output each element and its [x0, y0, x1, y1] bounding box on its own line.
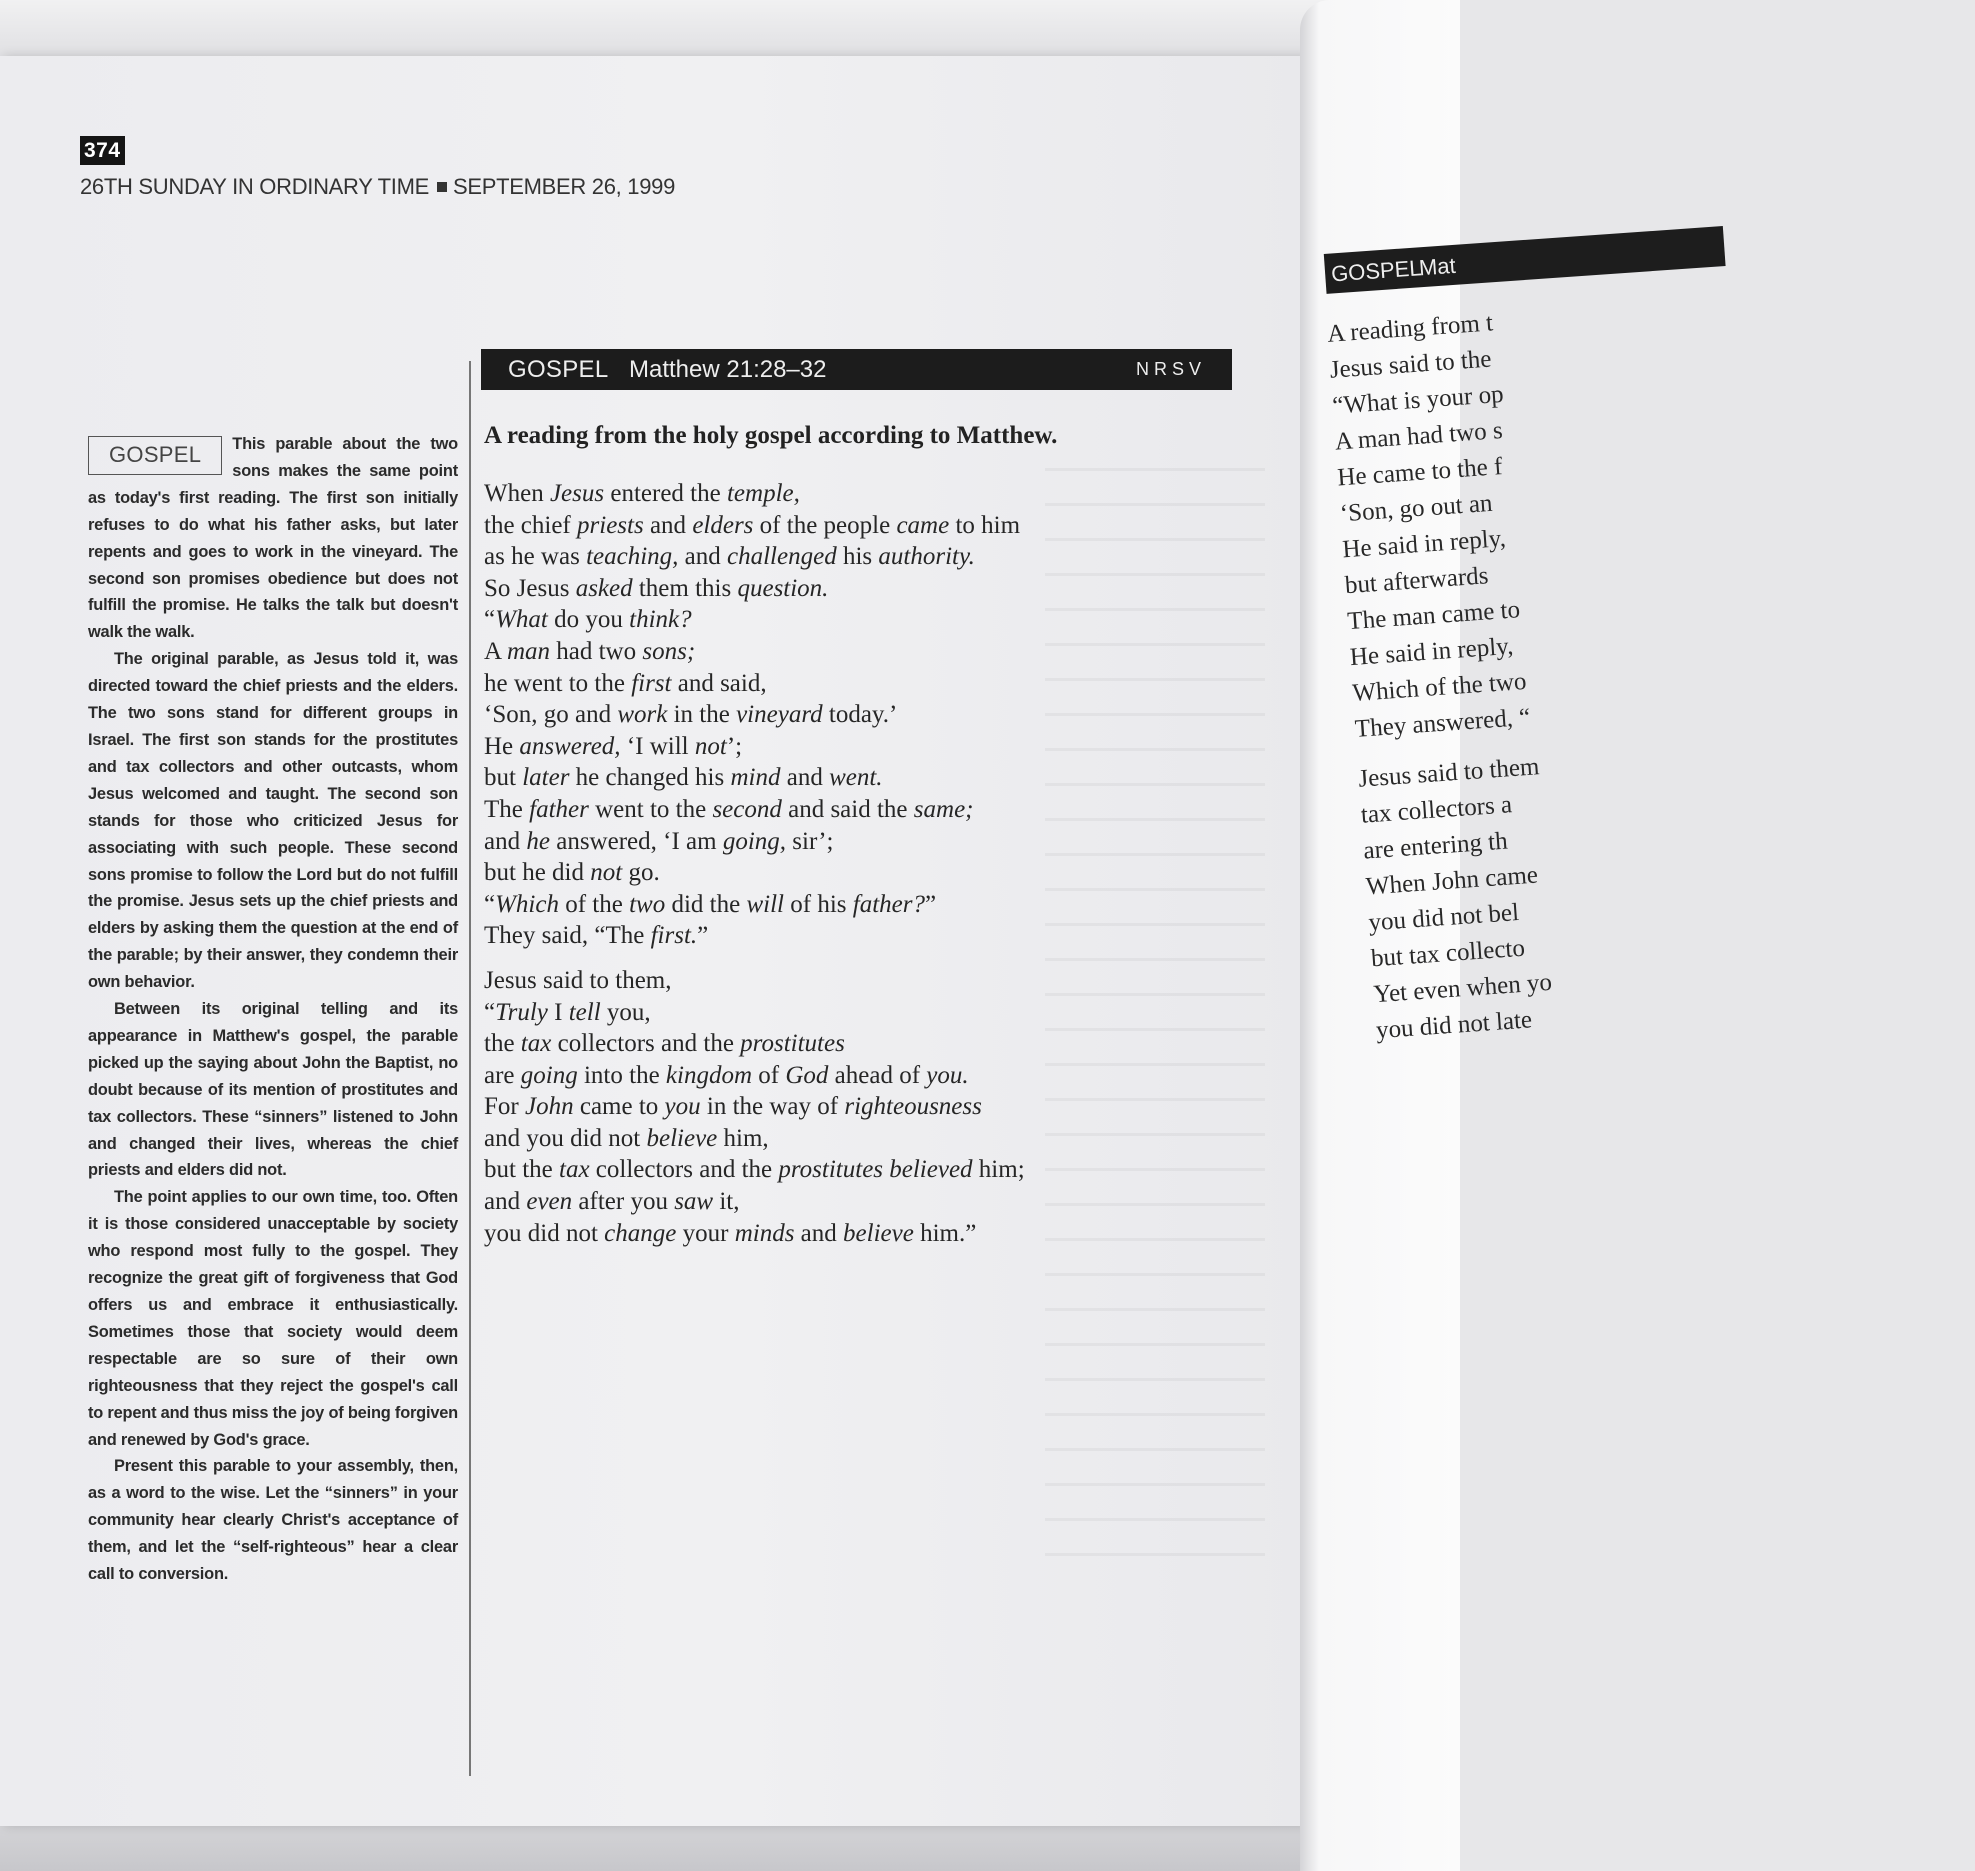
- commentary-paragraph: Between its original telling and its appearance in Matthew's gospel, the parable picked up the saying about John the Baptist, no doubt because of its mention of prostitutes and tax collectors. These “sinners” listened to John and changed their lives, whereas the chief priests and elders did not.: [88, 1000, 458, 1180]
- reading-line: but he did not go.: [484, 859, 660, 887]
- reading-line: and even after you saw it,: [484, 1188, 740, 1216]
- next-page-line: A man had two s: [1333, 416, 1504, 456]
- reading-line: you did not change your minds and believe him.”: [484, 1219, 977, 1247]
- next-page-line: Yet even when yo: [1372, 968, 1553, 1009]
- reading-line: So Jesus asked them this question.: [484, 574, 829, 602]
- next-page-line: Jesus said to them: [1357, 753, 1541, 793]
- reading-line: They said, “The first.”: [484, 922, 709, 950]
- reading-line: the tax collectors and the prostitutes: [484, 1030, 845, 1058]
- next-page-line: He said in reply,: [1341, 524, 1507, 564]
- reading-line: and he answered, ‘I am going, sir’;: [484, 827, 834, 855]
- next-page-line: “What is your op: [1331, 380, 1505, 420]
- commentary-paragraph: The original parable, as Jesus told it, was directed toward the chief priests and the elders. The two sons stand for different groups in Israel. The first son stands for the prostitutes and tax collectors and other outcasts, whom Jesus welcomed and taught. The second son stands for those who criticized Jesus for associating with such people. These second sons promise to follow the Lord but do not fulfill the promise. Jesus sets up the chief priests and elders by asking them the question at the end of the parable; by their answer, they condemn their own behavior.: [88, 650, 458, 992]
- next-page-gospel-bar: [1324, 226, 1726, 294]
- next-page-line: A reading from t: [1326, 309, 1494, 348]
- reading-line: The father went to the second and said the same;: [484, 795, 974, 823]
- next-page-line: When John came: [1365, 861, 1539, 901]
- next-page-line: tax collectors a: [1360, 791, 1513, 829]
- next-page-text: [1326, 304, 1558, 1049]
- reading-line: but the tax collectors and the prostitutes believed him;: [484, 1156, 1025, 1184]
- next-page-line: They answered, “: [1354, 703, 1532, 743]
- next-page-line: ‘Son, go out an: [1339, 489, 1494, 528]
- gospel-label: GOSPEL: [508, 356, 609, 383]
- reading-line: When Jesus entered the temple,: [484, 480, 800, 507]
- backdrop-bottom: [0, 1820, 1445, 1871]
- reading-line: For John came to you in the way of righteousness: [484, 1093, 982, 1121]
- reading-line: A man had two sons;: [484, 637, 696, 665]
- commentary-paragraph: The point applies to our own time, too. Often it is those considered unacceptable by society who respond most fully to the gospel. They recognize the great gift of forgiveness that God offers us and embrace it enthusiastically. Sometimes those that society would deem respectable are so sure of their own righteousness that they reject the gospel's call to repent and thus miss the joy of being forgiven and renewed by God's grace.: [88, 1188, 458, 1449]
- commentary-column: [88, 431, 458, 1588]
- reading-line: “Which of the two did the will of his father?”: [484, 890, 937, 918]
- next-page-line: He said in reply,: [1349, 632, 1515, 672]
- reading-line: as he was teaching, and challenged his authority.: [484, 543, 975, 571]
- next-page-line: you did not bel: [1367, 898, 1520, 937]
- gospel-header-bar: [481, 349, 1232, 390]
- square-bullet-icon: [437, 182, 447, 192]
- reading-line: are going into the kingdom of God ahead of you.: [484, 1061, 969, 1089]
- next-page-line: The man came to: [1346, 596, 1521, 636]
- next-page-reference: Mat: [1418, 252, 1457, 281]
- reading-line: but later he changed his mind and went.: [484, 764, 883, 792]
- next-page-line: you did not late: [1375, 1006, 1533, 1045]
- next-page-edge: [1300, 0, 1553, 1871]
- next-page-line: Which of the two: [1351, 667, 1528, 707]
- reading-line: and you did not believe him,: [484, 1124, 769, 1152]
- commentary-paragraph: This parable about the two sons makes the same point as today's first reading. The first son initially refuses to do what his father asks, but later repents and goes to work in the vineyard. The second son promises obedience but does not fulfill the promise. He talks the talk but doesn't walk the walk.: [88, 435, 458, 642]
- running-head-date: SEPTEMBER 26, 1999: [452, 174, 676, 199]
- next-page-line: but afterwards: [1344, 562, 1490, 600]
- page-number: 374: [80, 136, 125, 165]
- bible-version: NRSV: [1135, 359, 1206, 379]
- reading-line: “Truly I tell you,: [484, 998, 651, 1026]
- reading-line: He answered, ‘I will not’;: [484, 732, 743, 760]
- book-page: [0, 56, 1305, 1826]
- show-through-text: [1045, 436, 1285, 1636]
- gospel-box-label: GOSPEL: [88, 436, 222, 475]
- reading-line: the chief priests and elders of the people came to him: [484, 511, 1021, 539]
- reading-line: ‘Son, go and work in the vineyard today.’: [484, 701, 898, 729]
- column-divider: [469, 361, 471, 1776]
- reading-line: “What do you think?: [484, 606, 692, 634]
- reading-line: he went to the first and said,: [484, 669, 767, 697]
- commentary-paragraph: Present this parable to your assembly, then, as a word to the wise. Let the “sinners” in your community hear clearly Christ's acceptance of them, and let the “self-righteous” hear a clear call to conversion.: [88, 1457, 458, 1584]
- reading-intro: A reading from the holy gospel according to Matthew.: [484, 422, 1058, 449]
- next-page-line: Jesus said to the: [1328, 345, 1493, 384]
- running-head-title: 26TH SUNDAY IN ORDINARY TIME: [80, 174, 429, 199]
- next-page-line: He came to the f: [1336, 453, 1504, 492]
- next-page-gospel-label: GOSPEL: [1330, 255, 1423, 287]
- next-page-line: but tax collecto: [1370, 934, 1526, 973]
- next-page-line: are entering th: [1362, 827, 1509, 865]
- reading-line: Jesus said to them,: [484, 966, 672, 994]
- gospel-reference: Matthew 21:28–32: [629, 356, 827, 383]
- running-head: [80, 174, 675, 200]
